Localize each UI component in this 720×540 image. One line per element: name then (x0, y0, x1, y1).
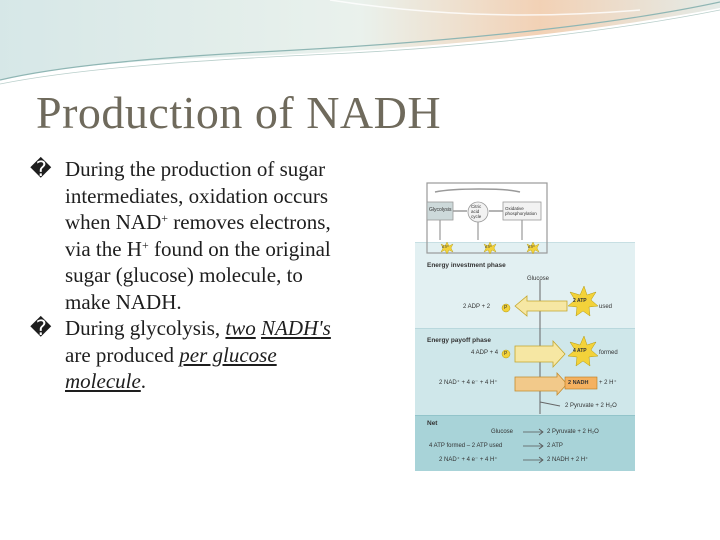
bullet2-text-c: . (140, 369, 147, 393)
net-row2-right: 2 ATP (547, 443, 563, 449)
net-row2-left: 4 ATP formed – 2 ATP used (429, 443, 503, 449)
payoff-p-label: P (504, 351, 508, 357)
payoff-nad-label: 2 NAD⁺ + 4 e⁻ + 4 H⁺ (439, 380, 498, 386)
payoff-heading: Energy payoff phase (427, 337, 491, 344)
bullet2-text-b: are produced (65, 342, 180, 367)
payoff-adp-label: 4 ADP + 4 (471, 350, 499, 356)
glycolysis-diagram (415, 180, 635, 470)
glucose-label: Glucose (527, 276, 550, 282)
payoff-nadh-extra: + 2 H⁺ (599, 380, 617, 386)
diagram-shapes (415, 180, 635, 470)
overview-atp-label-2: ATP (485, 245, 492, 249)
decorative-header-swoosh (0, 0, 720, 90)
atp-used-arrow (515, 296, 567, 316)
overview-glycolysis-label: Glycolysis (429, 207, 452, 213)
nadh-arrow (515, 373, 567, 395)
investment-p-label: P (504, 305, 508, 311)
net-row3-right: 2 NADH + 2 H⁺ (547, 457, 589, 463)
slide-title: Production of NADH (36, 87, 442, 138)
citric-line-1: Citric (471, 204, 482, 209)
bullet1-superscript-b: + (141, 237, 149, 252)
bullet-mark: � (30, 316, 52, 340)
overview-atp-label-1: ATP (442, 245, 449, 249)
bullet1-text-a: During the production of sugar intermediates, oxidation occurs when NAD (65, 157, 329, 234)
net-row1-right: 2 Pyruvate + 2 H₂O (547, 429, 599, 435)
investment-adp-label: 2 ADP + 2 (463, 304, 491, 310)
net-row1-left: Glucose (491, 429, 514, 435)
citric-line-2: acid (471, 209, 480, 214)
citric-line-3: cycle (471, 214, 482, 219)
bullet1-text-c: found on the original sugar (glucose) molecule, to make NADH. (65, 236, 331, 314)
investment-atp-badge: 2 ATP (573, 298, 587, 304)
payoff-formed-label: formed (599, 350, 618, 356)
overview-citric-label (471, 204, 481, 219)
bullet2-link-per-glucose[interactable]: per glucose molecule (65, 342, 277, 393)
bullet-glycolysis-nadh (30, 315, 350, 395)
investment-heading: Energy investment phase (427, 262, 506, 269)
investment-used-label: used (599, 304, 613, 310)
payoff-pyruvate-label: 2 Pyruvate + 2 H₂O (565, 403, 617, 409)
overview-atp-label-3: ATP (528, 245, 535, 249)
payoff-nadh-badge: 2 NADH (568, 380, 589, 386)
net-heading: Net (427, 420, 438, 427)
overview-oxphos-label (505, 206, 537, 216)
oxphos-line-1: Oxidative (505, 206, 524, 211)
net-row3-left: 2 NAD⁺ + 4 e⁻ + 4 H⁺ (439, 457, 498, 463)
payoff-atp-badge: 4 ATP (573, 348, 587, 354)
bullet2-link-two[interactable]: two (225, 316, 256, 340)
bullet1-superscript-a: + (161, 211, 169, 225)
bullet2-link-nadh[interactable]: NADH's (261, 316, 331, 340)
bullet-nadh-production (30, 156, 350, 315)
bullet-mark: � (30, 157, 52, 181)
bullet2-text-a: During glycolysis, (65, 316, 226, 340)
oxphos-line-2: phosphorylation (505, 211, 537, 216)
bullet-list (30, 156, 350, 395)
bullet1-text-b: removes electrons, via the H (65, 210, 331, 261)
